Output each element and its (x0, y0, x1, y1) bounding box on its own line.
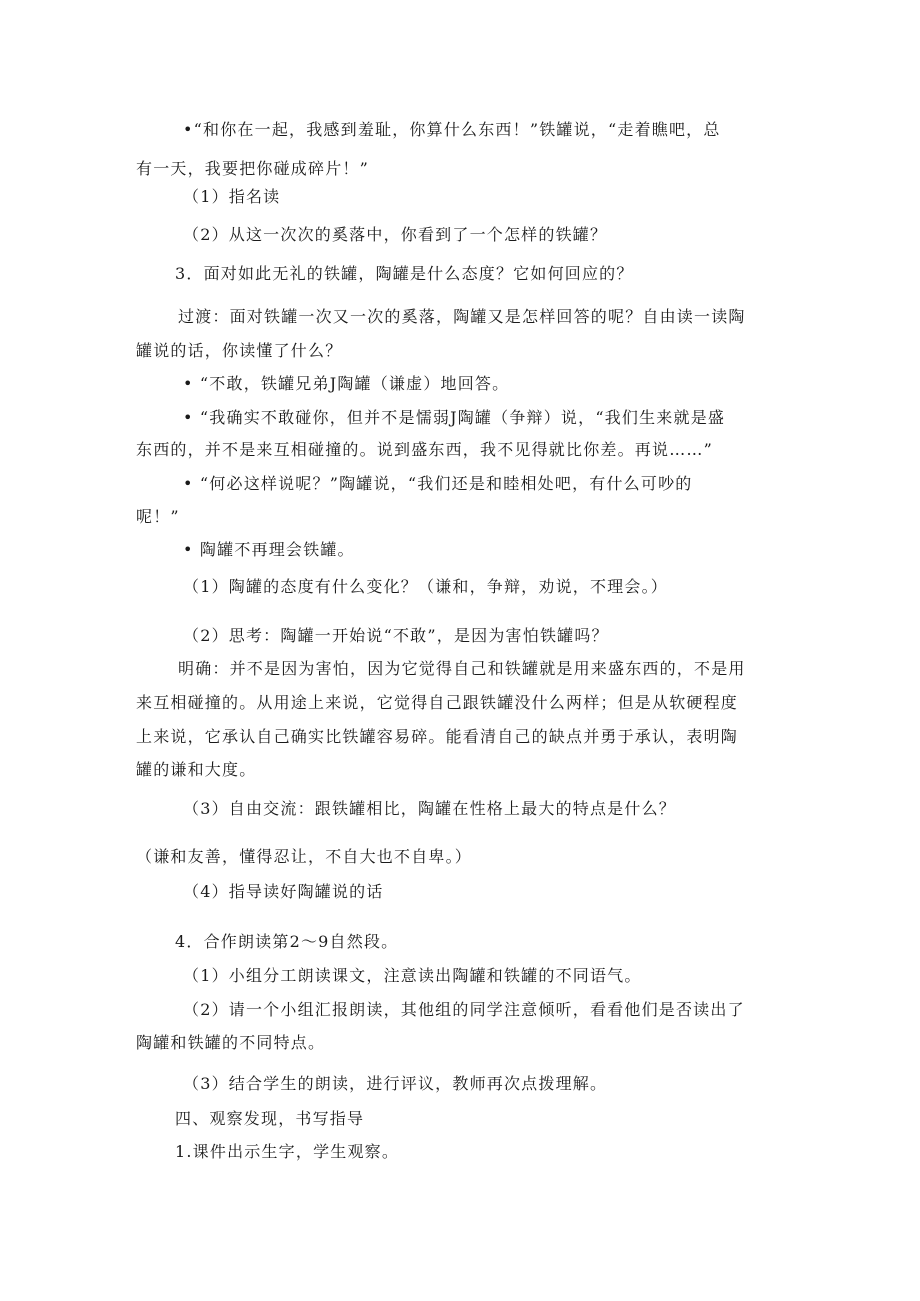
paragraph-line: • “我确实不敢碰你，但并不是懦弱J陶罐（争辩）说，“我们生来就是盛 (183, 408, 726, 427)
paragraph-line: •“和你在一起，我感到羞耻，你算什么东西！”铁罐说，“走着瞧吧，总 (183, 120, 721, 139)
paragraph-line: （1）指名读 (183, 187, 281, 206)
paragraph-line: 1.课件出示生字，学生观察。 (175, 1142, 400, 1161)
paragraph-line: • 陶罐不再理会铁罐。 (183, 540, 355, 559)
paragraph-line: （谦和友善，懂得忍让，不自大也不自卑。） (136, 847, 473, 866)
section-heading: 四、观察发现，书写指导 (175, 1109, 365, 1128)
paragraph-line: • “何必这样说呢？”陶罐说，“我们还是和睦相处吧，有什么可吵的 (183, 474, 693, 493)
paragraph-line: 4．合作朗读第2～9自然段。 (175, 932, 399, 951)
paragraph-line: 上来说，它承认自己确实比铁罐容易碎。能看清自己的缺点并勇于承认，表明陶 (136, 727, 739, 746)
paragraph-line: （2）从这一次次的奚落中，你看到了一个怎样的铁罐？ (183, 225, 608, 244)
paragraph-line: （3）结合学生的朗读，进行评议，教师再次点拨理解。 (183, 1074, 608, 1093)
paragraph-line: 过渡：面对铁罐一次又一次的奚落，陶罐又是怎样回答的呢？自由读一读陶 (178, 307, 746, 326)
paragraph-line: • “不敢，铁罐兄弟J陶罐（谦虚）地回答。 (183, 374, 510, 393)
paragraph-line: 罐说的话，你读懂了什么？ (136, 341, 343, 360)
paragraph-line: （1）小组分工朗读课文，注意读出陶罐和铁罐的不同语气。 (183, 966, 642, 985)
paragraph-line: 陶罐和铁罐的不同特点。 (136, 1033, 326, 1052)
paragraph-line: 有一天，我要把你碰成碎片！” (136, 159, 369, 178)
paragraph-line: 罐的谦和大度。 (136, 760, 257, 779)
paragraph-line: （4）指导读好陶罐说的话 (183, 882, 384, 901)
paragraph-line: （3）自由交流：跟铁罐相比，陶罐在性格上最大的特点是什么？ (183, 799, 676, 818)
paragraph-line: （1）陶罐的态度有什么变化？（谦和，争辩，劝说，不理会。） (183, 577, 668, 596)
paragraph-line: 东西的，并不是来互相碰撞的。说到盛东西，我不见得就比你差。再说……” (136, 440, 713, 459)
paragraph-line: 呢！” (136, 507, 180, 526)
paragraph-line: 明确：并不是因为害怕，因为它觉得自己和铁罐就是用来盛东西的，不是用 (178, 659, 746, 678)
paragraph-line: 来互相碰撞的。从用途上来说，它觉得自己跟铁罐没什么两样；但是从软硬程度 (136, 693, 739, 712)
paragraph-line: （2）思考：陶罐一开始说“不敢”，是因为害怕铁罐吗？ (183, 626, 609, 645)
paragraph-line: （2）请一个小组汇报朗读，其他组的同学注意倾听，看看他们是否读出了 (183, 1000, 745, 1019)
paragraph-line: 3．面对如此无礼的铁罐，陶罐是什么态度？它如何回应的？ (175, 264, 634, 283)
